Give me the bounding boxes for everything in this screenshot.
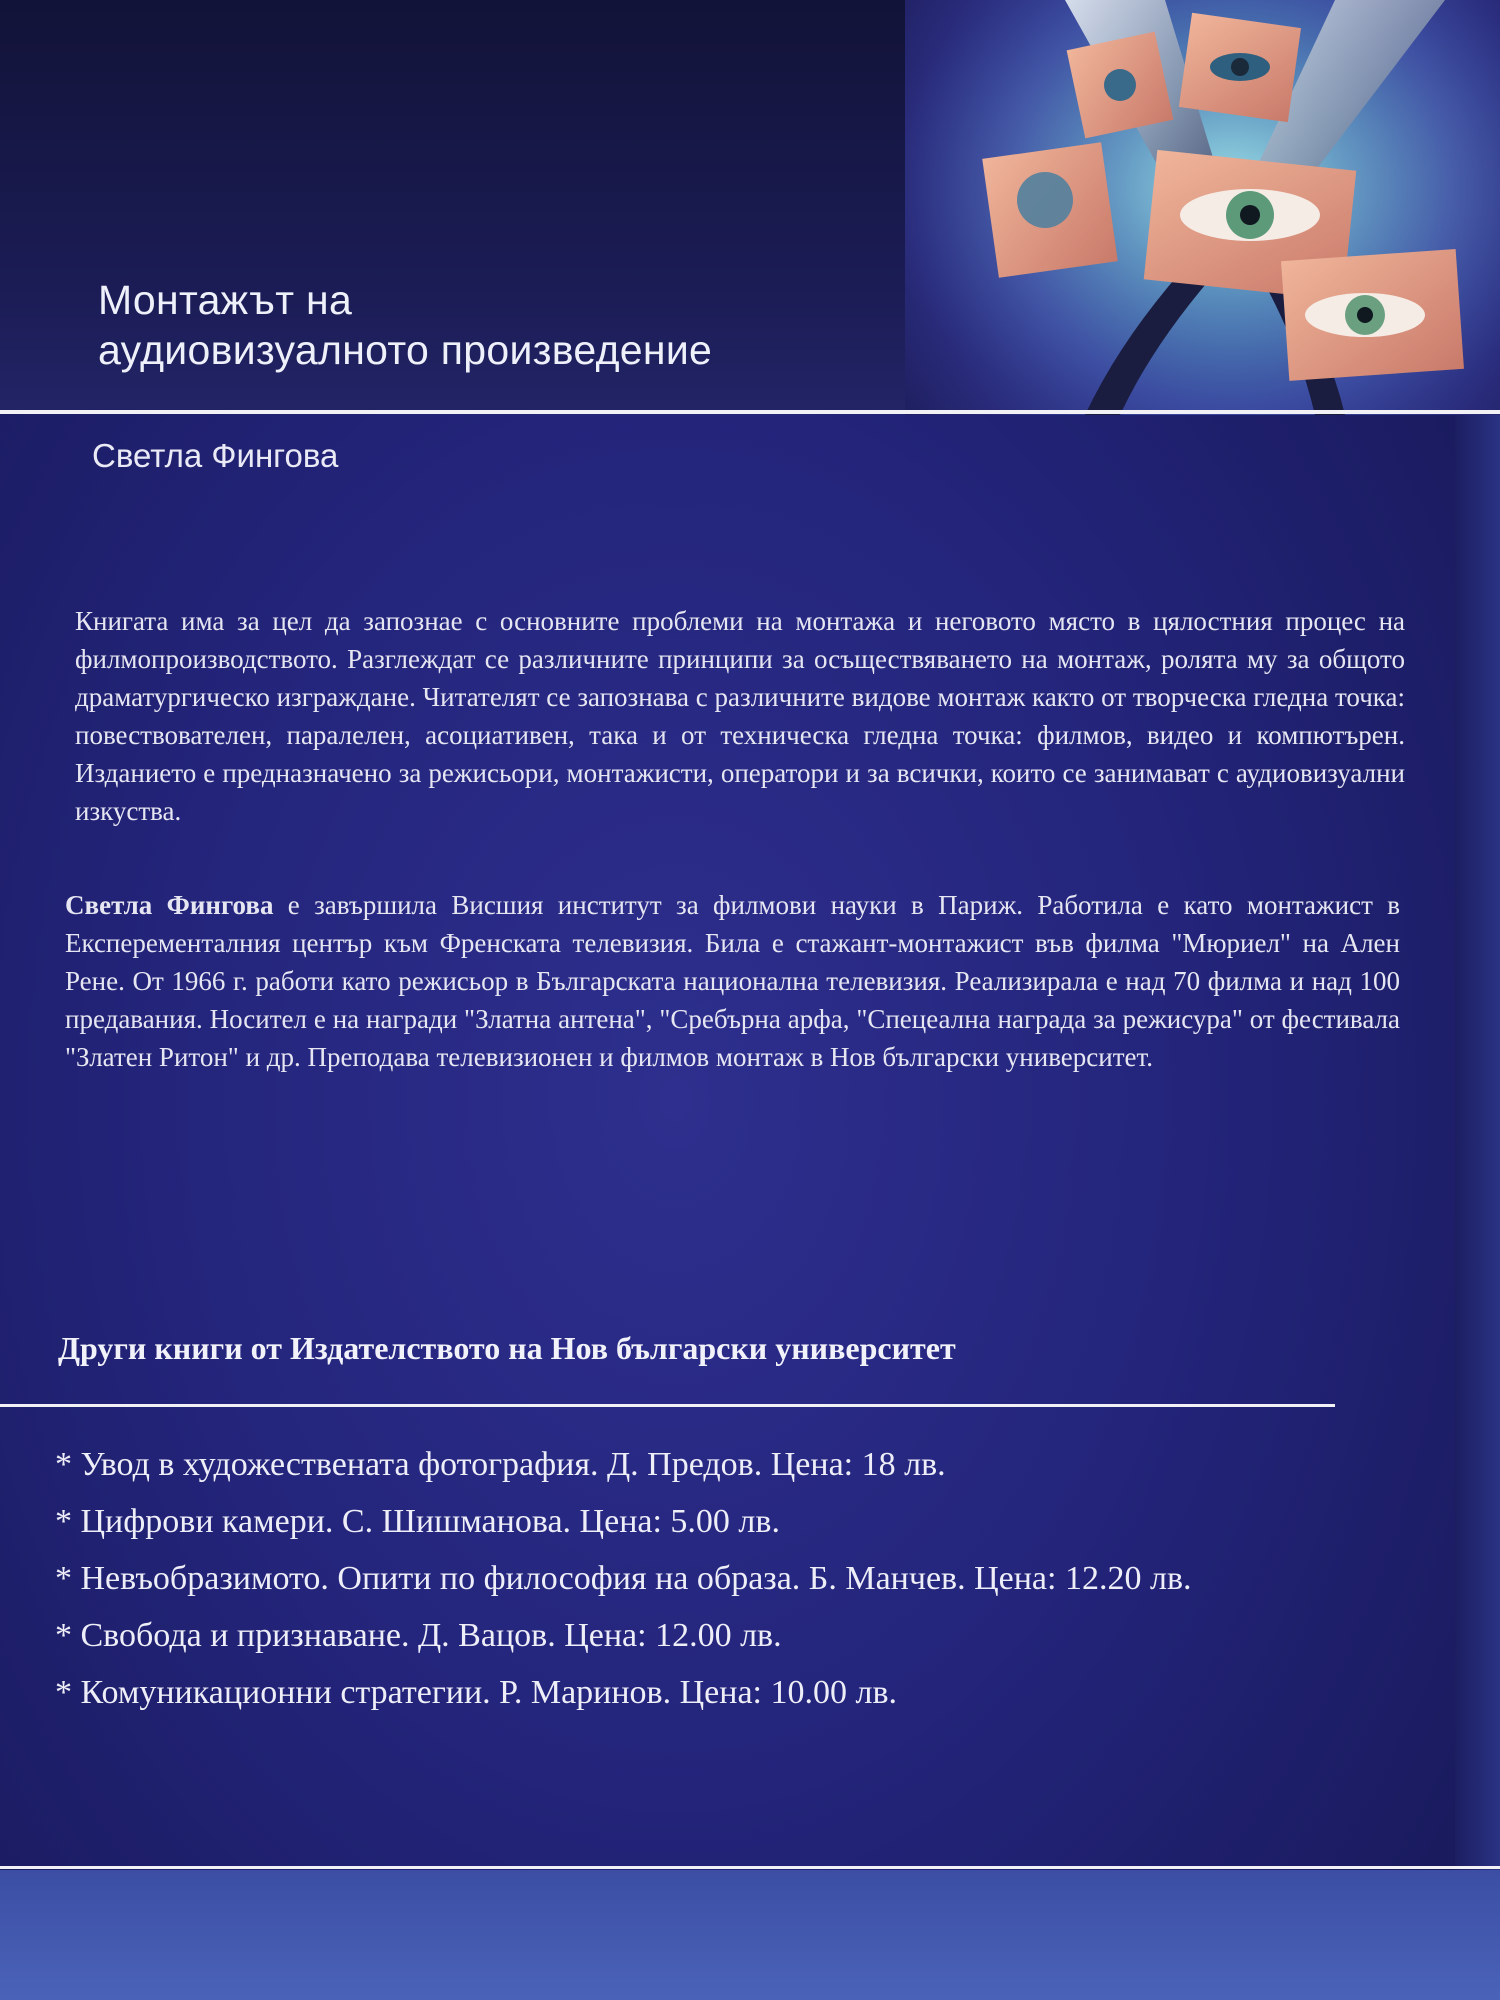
book-title — [98, 275, 712, 375]
list-item: * Комуникационни стратегии. Р. Маринов. Цена: 10.00 лв. — [55, 1674, 897, 1711]
film-fragment-3 — [982, 142, 1118, 278]
book-title-line-2: аудиовизуалното произведение — [98, 327, 713, 373]
book-author: Светла Фингова — [92, 437, 339, 474]
film-fragment-2 — [1179, 13, 1301, 122]
list-item: * Невъобразимото. Опити по философия на образа. Б. Манчев. Цена: 12.20 лв. — [55, 1560, 1192, 1597]
list-item: * Увод в художествената фотография. Д. Предов. Цена: 18 лв. — [55, 1446, 946, 1483]
footer-band — [0, 1870, 1500, 2000]
other-books-divider — [0, 1404, 1335, 1407]
page-edge — [1455, 410, 1500, 1870]
author-bio-text: е завършила Висшия институт за филмови науки в Париж. Работила е като монтажист в Експеременталния център към Френската телевизия. Била е стажант-монтажист във филма "Мюриел" на Ален Рене. От 1966 г. работи като режисьор в Българската национална телевизия. Реализирала е над 70 филма и над 100 предавания. Носител е на награди "Златна антена", "Сребърна арфа, "Спецеална награда за режисура" от фестивала "Златен Ритон" и др. Преподава телевизионен и филмов монтаж в Нов български университет. — [65, 890, 1400, 1072]
eye-photo-2 — [1281, 249, 1464, 381]
film-fragment-1 — [1067, 32, 1174, 139]
author-bio-name: Светла Фингова — [65, 890, 274, 920]
header-divider — [0, 410, 1500, 414]
cover-illustration — [905, 0, 1500, 415]
book-title-line-1: Монтажът на — [98, 277, 353, 323]
scissors-eyes-illustration — [905, 0, 1500, 415]
other-books-heading: Други книги от Издателството на Нов български университет — [58, 1330, 956, 1366]
list-item: * Цифрови камери. С. Шишманова. Цена: 5.00 лв. — [55, 1503, 780, 1540]
author-bio — [65, 886, 1400, 1076]
other-books-list — [55, 1436, 1355, 1721]
list-item: * Свобода и признаване. Д. Вацов. Цена: 12.00 лв. — [55, 1617, 782, 1654]
footer-divider — [0, 1866, 1500, 1869]
book-description: Книгата има за цел да запознае с основните проблеми на монтажа и неговото място в цялостния процес на филмопроизводството. Разглеждат се различните принципи за осъществяването на монтаж, ролята му за общото драматургическо изграждане. Читателят се запознава с различните видове монтаж както от творческа гледна точка: повествователен, паралелен, асоциативен, така и от техническа гледна точка: филмов, видео и компютърен. Изданието е предназначено за режисьори, монтажисти, оператори и за всички, които се занимават с аудиовизуални изкуства. — [75, 606, 1405, 826]
